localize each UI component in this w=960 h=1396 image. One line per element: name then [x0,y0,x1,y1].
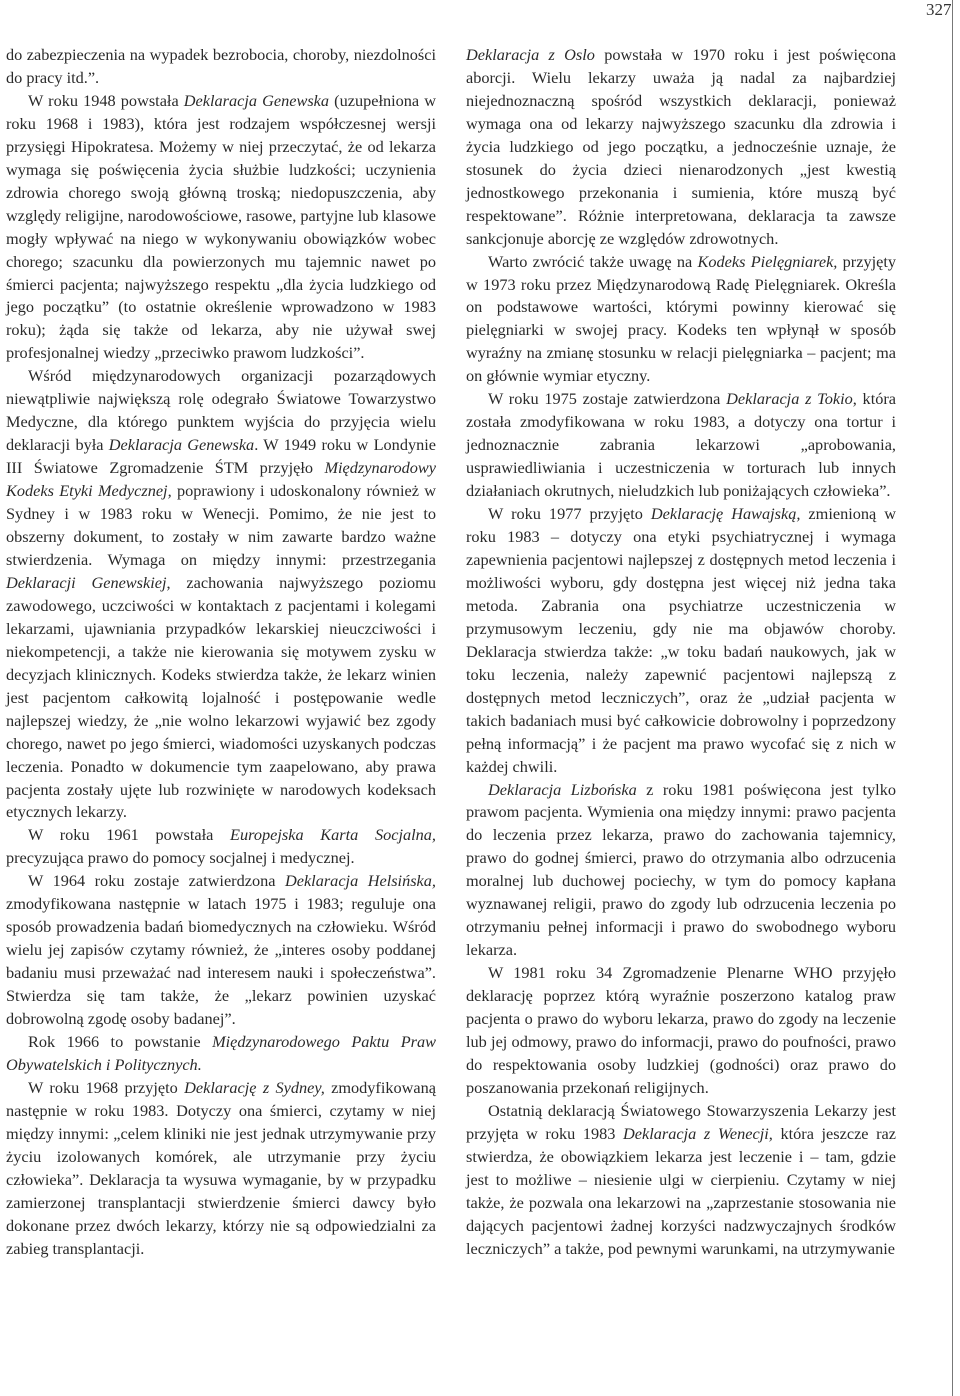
paragraph-who: W 1981 roku 34 Zgromadzenie Plenarne WHO przyjęło deklarację poprzez którą wyraźnie poszerzono katalog praw pacjenta o prawo do wyboru lekarza, prawo do zgody na leczenie lub jej odmowy, prawo do informacji, prawo do poufności, prawo do respektowania osoby ludzkiej (godności) oraz prawo do poszanowania przekonań religijnych. [466,963,896,1097]
text: W roku 1968 przyjęto [28,1077,185,1097]
paragraph-intro: do zabezpieczenia na wypadek bezrobocia, choroby, niezdolności do pracy itd.”. [6,45,436,87]
text: z roku 1981 poświęcona jest tylko prawom pacjenta. Wymienia ona między innymi: prawo pacjenta do leczenia przez lekarza, prawo do zachowania tajemnicy, prawo do godnej śmierci, prawo do otrzymania albo odrzucenia moralnej lub duchowej pociechy, w tym do pomocy kapłana wyznawanej religii, prawo do zgody lub odrzucenia leczenia po otrzymaniu pełnej informacji i prawo do swobodnego wyboru lekarza. [466,779,896,960]
doc-title: Deklaracja Lizbońska [488,779,637,799]
paragraph-lisbon [466,779,896,963]
text: precyzująca prawo do pomocy socjalnej i medycznej. [6,848,355,868]
text: zmienioną w roku 1983 – dotyczy ona etyki psychiatrycznej i wymaga zapewnienia pacjentowi najlepszej z dostępnych metod leczenia i możliwości wyboru, gdy dostępna jest więcej niż jedna taka metoda. Zabrania ona psychiatrze uczestniczenia w przymusowym leczeniu, gdy nie ma objawów choroby. Deklaracja stwierdza także: „w toku badań naukowych, jak w toku leczenia, należy zapewnić pacjentowi najlepszą z dostępnych metod leczniczych”, oraz że „udział pacjenta w takich badaniach musi być całkowicie dobrowolny i poprzedzony pełną informacją” i że pacjent ma prawo wycofać się z nich w każdej chwili. [466,504,897,776]
doc-title: Deklaracja z Oslo [466,45,595,64]
paragraph-hawaii [466,503,896,778]
paragraph-tokyo [466,388,896,503]
page-number: 327 [926,0,952,19]
doc-title: Międzynarodowy Kodeks Etyki Medycznej, [6,458,436,501]
text: Warto zwrócić także uwagę na [488,251,698,271]
paragraph-sydney [6,1077,436,1261]
text: , która została zmodyfikowana w roku 1983, a dotyczy ona tortur i jednoznacznie zabrania lekarzowi „aprobowania, usprawiedliwiania i uczestniczenia w torturach lub innych działaniach okrutnych, nieludzkich lub poniżających człowieka”. [466,389,897,501]
paragraph-nurses-code [466,251,896,389]
doc-title: Deklaracja z Wenecji, [623,1123,773,1143]
text: zmodyfikowaną następnie w roku 1983. Dotyczy ona śmierci, czytamy w niej między innymi: „celem kliniki nie jest jednak utrzymywanie przy życiu izolowanych komórek, ale utrzymanie przy życiu człowieka”. Deklaracja ta wysuwa wymaganie, by w przypadku zamierzonej transplantacji stwierdzenie śmierci dawcy było dokonane przez dwóch lekarzy, którzy nie są odpowiedzialni za zabieg transplantacji. [6,1077,437,1258]
paragraph-venice [466,1100,896,1261]
paragraph-social-charter [6,824,436,870]
doc-title: Deklaracji Genewskiej [6,572,167,592]
left-column [6,44,436,1261]
text: , zachowania najwyższego poziomu zawodowego, uczciwości w kontaktach z pacjentami i kolegami lekarzami, ujawniania przypadków lekarskiej nieuczciwości i niekompetencji, a także nie kierowania się motywem zysku w decyzjach klinicznych. Kodeks stwierdza także, że lekarz winien jest pacjentom całkowitą lojalność i postępowanie wedle najlepszej wiedzy, że „nie wolno lekarzowi wyjawić bez zgody chorego, nawet po jego śmierci, wiadomości uzyskanych podczas leczenia. Ponadto w dokumencie tym zaapelowano, aby prawa pacjenta zostały ujęte lub rozwinięte w narodowych kodeksach etycznych lekarzy. [6,572,436,822]
text: Wśród międzynarodowych organizacji pozarządowych niewątpliwie największą rolę odegrało Światowe Towarzystwo Medyczne, dla którego punktem wyjścia do przyjęcia wielu deklaracji była [6,366,436,455]
text: która jeszcze raz stwierdza, że obowiązkiem lekarza jest leczenie i – tam, gdzie jest to możliwe – niesienie ulgi w cierpieniu. Czytamy w niej także, że pozwala ona lekarzowi na „zaprzestanie stosowania nie dających pacjentowi żadnej korzyści nadzwyczajnych środków leczniczych” a także, pod pewnymi warunkami, na utrzymywanie [466,1123,897,1258]
doc-title: Deklaracja z Tokio [726,389,853,409]
text: W 1964 roku zostaje zatwierdzona [28,871,285,891]
text: zmodyfikowana następnie w latach 1975 i 1983; reguluje ona sposób prowadzenia badań biomedycznych na człowieku. Wśród wielu jej zapisów czytamy również, że „interes osoby poddanej badaniu musi przeważać nad interesem nauki i społeczeństwa”. Stwierdza się tam także, że „lekarz powinien uzyskać dobrowolną zgodę osoby badanej”. [6,894,436,1029]
paragraph-covenant [6,1031,436,1077]
paragraph-helsinki [6,870,436,1031]
doc-title: Deklaracja Genewska [183,90,330,110]
doc-title: Deklaracja Helsińska, [284,871,436,891]
doc-title: Deklarację Hawajską, [650,504,801,524]
paragraph-geneva [6,90,436,365]
text: przyjęty w 1973 roku przez Międzynarodową Radę Pielęgniarek. Określa on podstawowe wartości, którymi powinny kierować się pielęgniarki w swojej pracy. Kodeks ten wpłynął w sposób wyraźny na zmianę stosunku w relacji pielęgniarka – pacjent; ma on głównie wymiar etyczny. [466,251,896,386]
text: W roku 1975 zostaje zatwierdzona [488,389,727,409]
text: powstała w 1970 roku i jest poświęcona aborcji. Wielu lekarzy uważa ją nadal za najbardziej niejednoznaczną spośród wszystkich deklaracji, ponieważ wymaga ona od lekarzy najwyższego szacunku dla zdrowia i życia ludzkiego od jego początku, a jednocześnie uznaje, że stosunek do życia dzieci nienarodzonych „jest kwestią jednostkowego przekonania i sumienia, które muszą być respektowane”. Różnie interpretowana, deklaracja ta zawsze sankcjonuje aborcję ze względów zdrowotnych. [466,45,896,248]
text: W roku 1948 powstała [28,90,184,110]
doc-title: Kodeks Pielęgniarek, [697,251,838,271]
text: poprawiony i udoskonalony również w Sydney i w 1983 roku w Wenecji. Pomimo, że nie jest to obszerny dokument, to zostały w nim zawarte bardzo ważne stwierdzenia. Wymaga on między innymi: przestrzegania [6,481,436,569]
text: Rok 1966 to powstanie [28,1031,213,1051]
right-column [466,44,896,1261]
doc-title: Międzynarodowego Paktu Praw Obywatelskich i Politycznych. [6,1031,436,1074]
doc-title: Deklarację z Sydney, [184,1077,325,1097]
text: W roku 1961 powstała [28,825,231,845]
text: . W 1949 roku w Londynie III Światowe Zgromadzenie ŚTM przyjęło [6,435,436,478]
text: Ostatnią deklaracją Światowego Stowarzyszenia Lekarzy jest przyjęta w roku 1983 [466,1100,896,1143]
text: W roku 1977 przyjęto [488,504,651,524]
doc-title: Deklaracja Genewska [108,435,255,455]
text: (uzupełniona w roku 1968 i 1983), która jest rodzajem współczesnej wersji przysięgi Hipokratesa. Możemy w niej przeczytać, że od lekarza wymaga się poświęcenia życia służbie ludzkości; uczynienia zdrowia chorego swoją główną troską; niedopuszczenia, aby względy religijne, narodowościowe, rasowe, partyjne lub klasowe mogły wpływać na niego w wykonywaniu obowiązków wobec chorego; szacunku dla powierzonych mu tajemnic nawet po śmierci pacjenta; najwyższego respektu „dla życia ludzkiego od jego początku” (to ostatnie określenie wprowadzono w 1983 roku); żąda się także od lekarza, aby nie używał swej profesjonalnej wiedzy „przeciwko prawom ludzkości”. [6,90,437,363]
page-edge-rule [952,0,953,1396]
doc-title: Europejska Karta Socjalna, [230,825,436,845]
paragraph-wma [6,365,436,824]
paragraph-oslo [466,44,896,251]
